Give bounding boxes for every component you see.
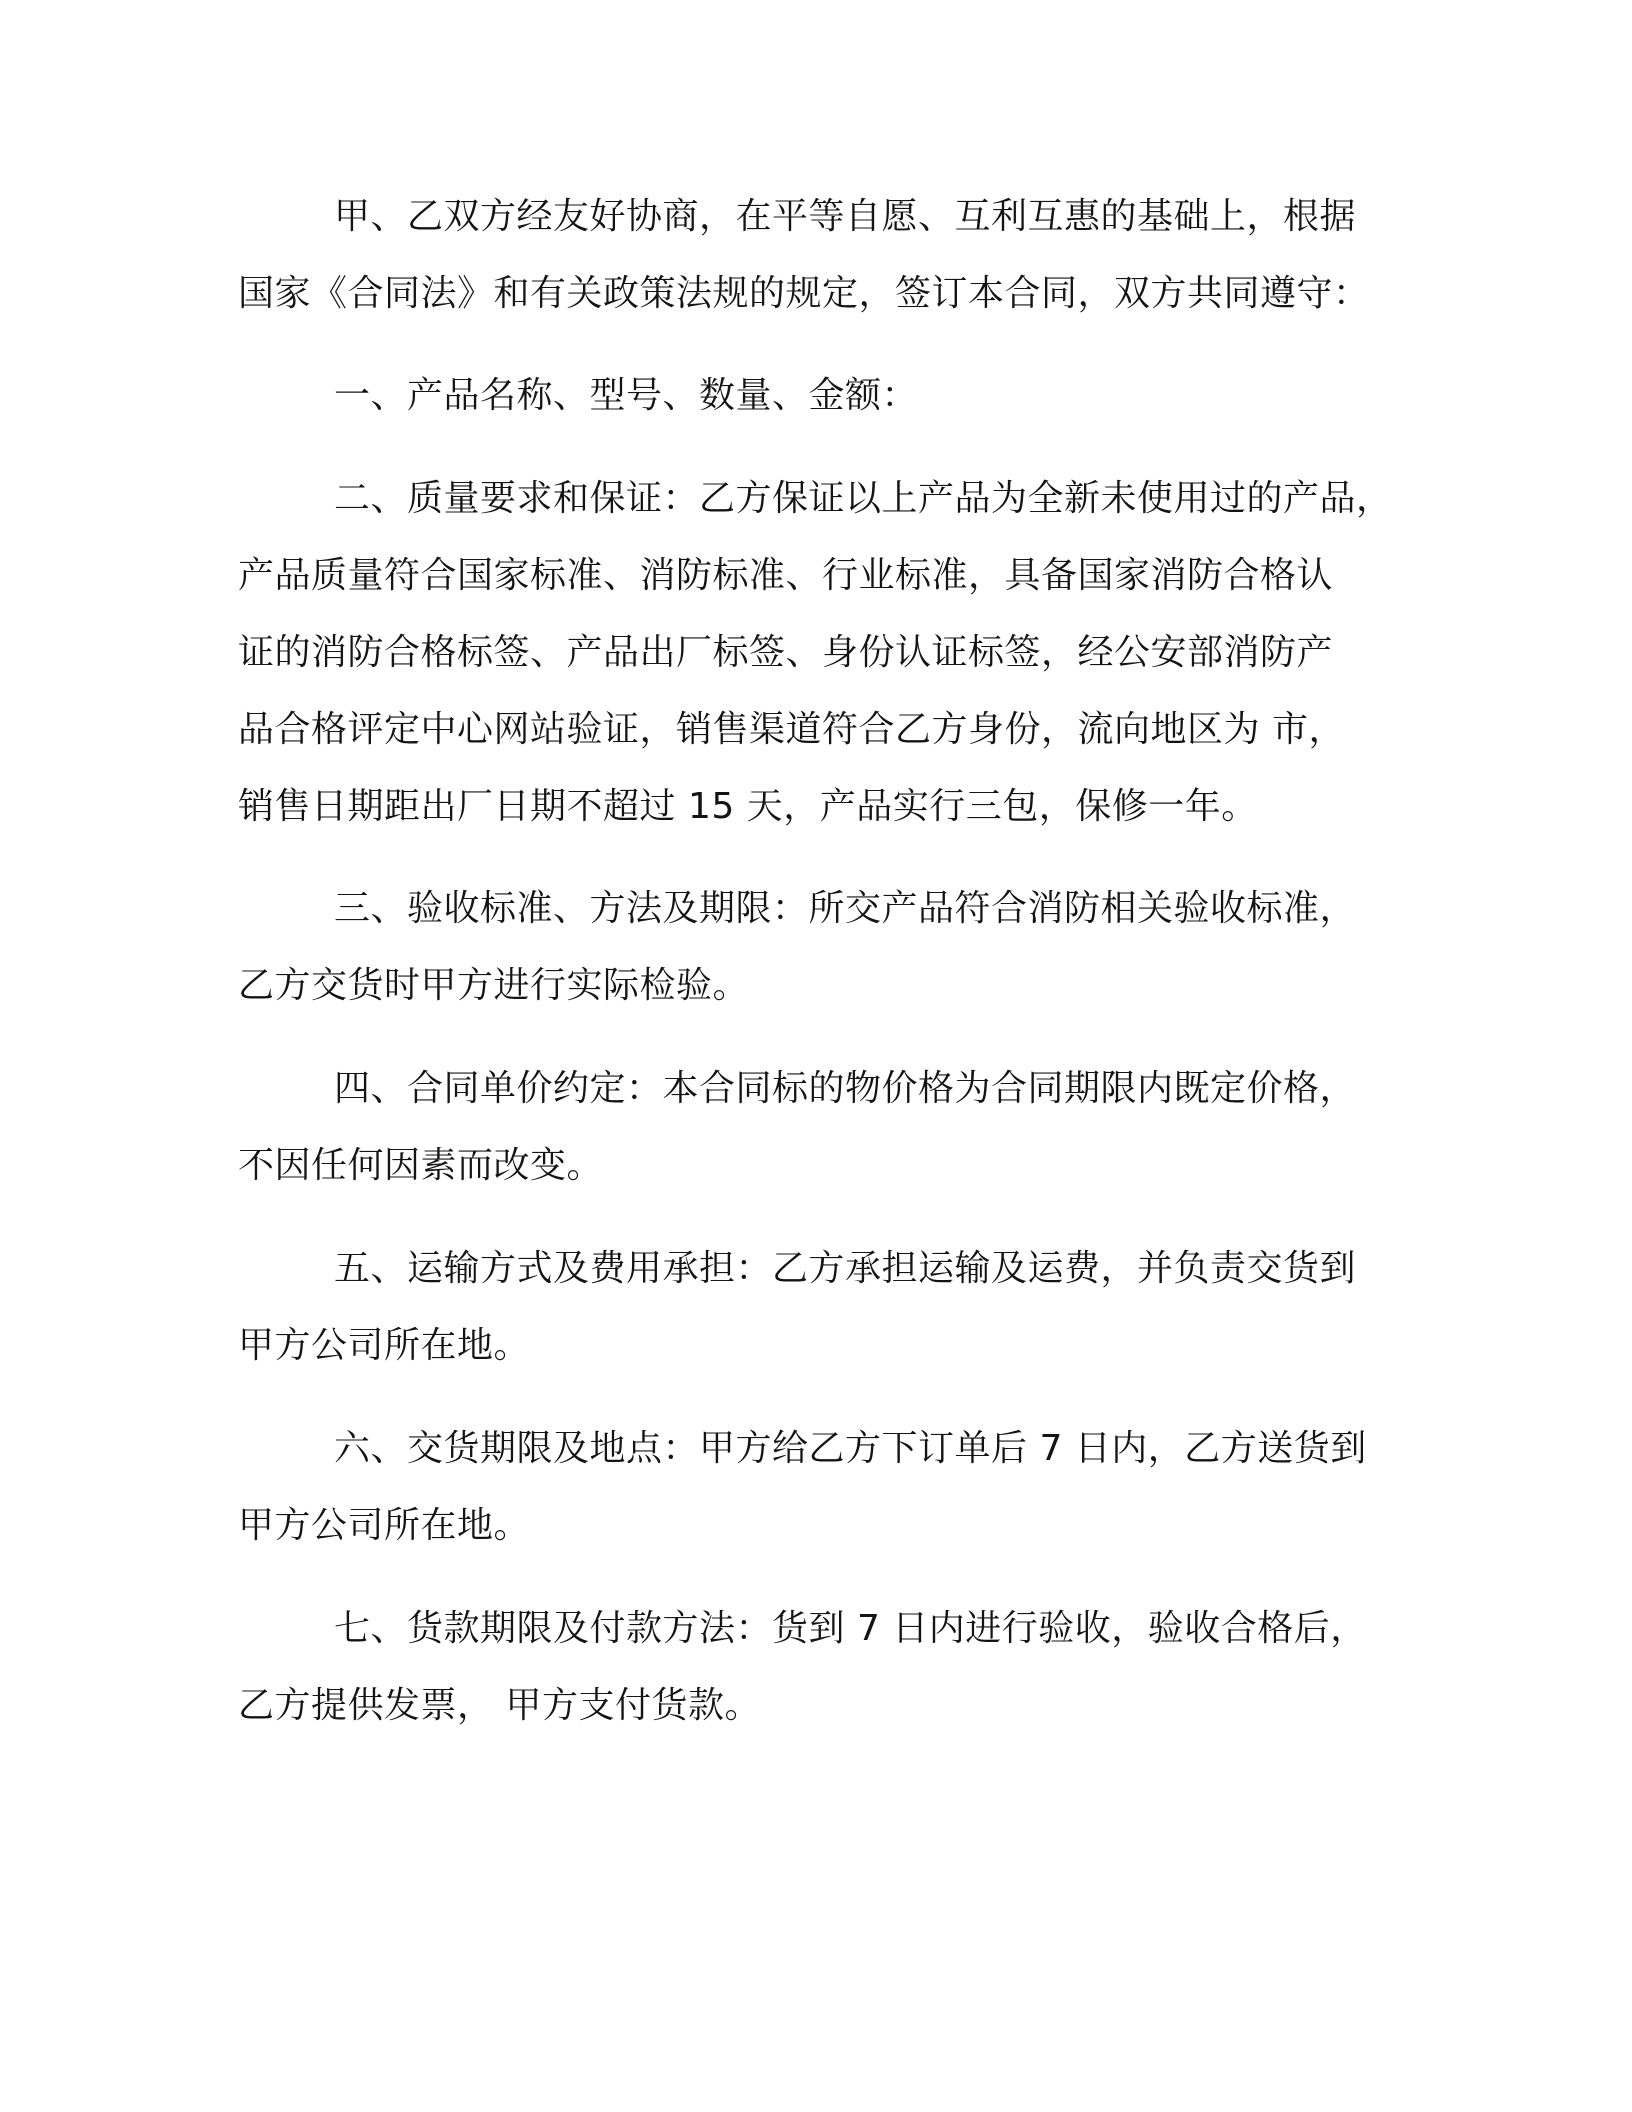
paragraph-clause-4	[238, 1050, 1398, 1204]
text-line: 七、货款期限及付款方法：货到 7 日内进行验收，验收合格后，	[334, 1608, 1367, 1649]
paragraph-clause-7	[238, 1590, 1398, 1744]
text-line: 品合格评定中心网站验证，销售渠道符合乙方身份，流向地区为 市，	[238, 709, 1345, 750]
paragraph-clause-6	[238, 1410, 1398, 1564]
text-line: 国家《合同法》和有关政策法规的规定，签订本合同，双方共同遵守：	[238, 273, 1370, 314]
text-line: 甲方公司所在地。	[238, 1505, 531, 1546]
text-line: 乙方交货时甲方进行实际检验。	[238, 965, 750, 1006]
text-line: 四、合同单价约定：本合同标的物价格为合同期限内既定价格，	[334, 1068, 1357, 1109]
text-line: 六、交货期限及地点：甲方给乙方下订单后 7 日内，乙方送货到	[334, 1428, 1367, 1469]
text-line: 一、产品名称、型号、数量、金额：	[334, 375, 919, 416]
paragraph-clause-3	[238, 870, 1398, 1024]
paragraph-clause-1	[238, 357, 1398, 434]
text-line: 五、运输方式及费用承担：乙方承担运输及运费，并负责交货到	[334, 1248, 1357, 1289]
paragraph-clause-2	[238, 460, 1398, 845]
text-line: 不因任何因素而改变。	[238, 1145, 604, 1186]
text-line: 二、质量要求和保证：乙方保证以上产品为全新未使用过的产品，	[334, 478, 1393, 519]
paragraph-preamble	[238, 178, 1398, 332]
paragraph-clause-5	[238, 1230, 1398, 1384]
text-line: 甲方公司所在地。	[238, 1325, 531, 1366]
text-line: 销售日期距出厂日期不超过 15 天，产品实行三包，保修一年。	[238, 786, 1258, 827]
text-line: 证的消防合格标签、产品出厂标签、身份认证标签，经公安部消防产	[238, 632, 1334, 673]
text-line: 产品质量符合国家标准、消防标准、行业标准，具备国家消防合格认	[238, 555, 1334, 596]
text-line: 甲、乙双方经友好协商，在平等自愿、互利互惠的基础上，根据	[334, 196, 1357, 237]
text-line: 三、验收标准、方法及期限：所交产品符合消防相关验收标准，	[334, 888, 1357, 929]
text-line: 乙方提供发票， 甲方支付货款。	[238, 1685, 761, 1726]
